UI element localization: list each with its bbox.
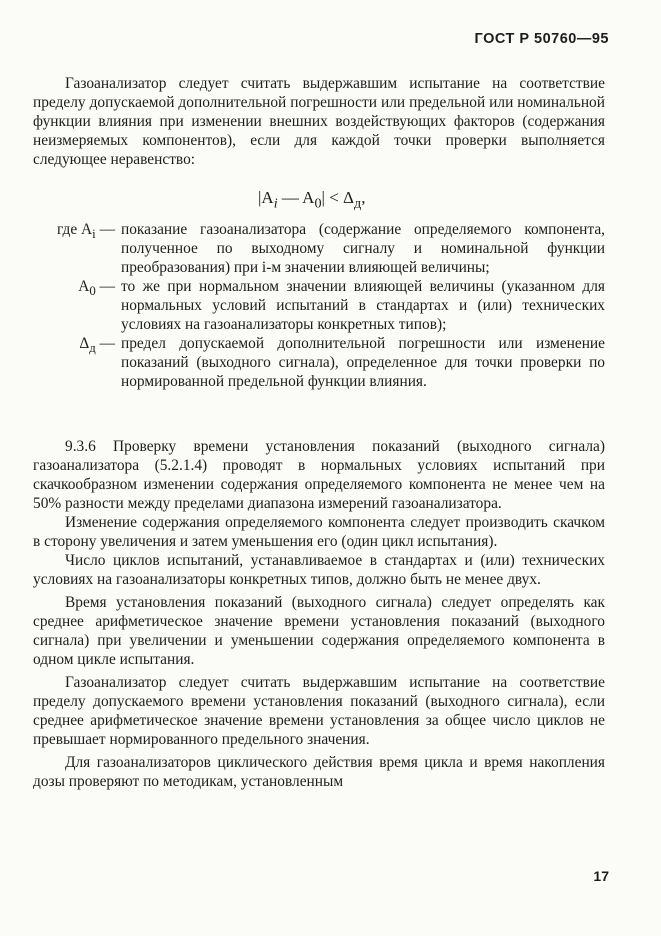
document-header: ГОСТ Р 50760—95 [474, 31, 609, 47]
main-text-bottom [33, 437, 605, 791]
paragraph-9-3-6: 9.3.6 Проверку времени установления показаний (выходного сигнала) газоанализатора (5.2.1.4) проводят в нормальных условиях испытаний при скачкообразном изменении содержания определяемого компонента не менее чем на 50% разности между пределами диапазона измерений газоанализатора. [33, 438, 605, 512]
main-text-top [33, 74, 605, 169]
definition-item: $\Delta_д$ — предел допускаемой дополнительной погрешности или изменение показаний (выходного сигнала), определенное для точки проверки по нормированной предельной функции влияния. [79, 335, 605, 390]
paragraph-cyclic: Для газоанализаторов циклического действия время цикла и время накопления дозы проверяют по методикам, установленным [33, 754, 605, 790]
inequality-formula: $|A_i$ — $A_0| < \Delta_д$, [258, 188, 366, 212]
paragraph-passed: Газоанализатор следует считать выдержавшим испытание на соответствие пределу допускаемого времени установления показаний (выходного сигнала), если среднее арифметическое значение времени установления за общее число циклов не превышает нормированного предельного значения. [33, 674, 605, 748]
definition-item: $A_0$ — то же при нормальном значении влияющей величины (указанном для нормальных условий испытаний в стандартах и (или) технических условиях на газоанализаторы конкретных типов); [78, 278, 605, 333]
definitions-list [33, 220, 605, 391]
definition-item: где $A_i$ — показание газоанализатора (содержание определяемого компонента, полученное по выходному сигналу и номинальной функции преобразования) при i-м значении влияющей величины; [57, 221, 605, 276]
paragraph-change: Изменение содержания определяемого компонента следует производить скачком в сторону увеличения и затем уменьшения его (один цикл испытания). [33, 514, 605, 550]
paragraph-cycles: Число циклов испытаний, устанавливаемое в стандартах и (или) технических условиях на газоанализаторы конкретных типов, должно быть не менее двух. [33, 552, 605, 588]
page-number: 17 [593, 868, 609, 884]
paragraph-time: Время установления показаний (выходного сигнала) следует определять как среднее арифметическое значение времени установления показаний (выходного сигнала) при увеличении и уменьшении содержания определяемого компонента в одном цикле испытания. [33, 594, 605, 668]
paragraph-conditions: Газоанализатор следует считать выдержавшим испытание на соответствие пределу допускаемой дополнительной погрешности или предельной или номинальной функции влияния при изменении внешних воздействующих факторов (содержания неизмеряемых компонентов), если для каждой точки проверки выполняется следующее неравенство: [33, 75, 605, 168]
